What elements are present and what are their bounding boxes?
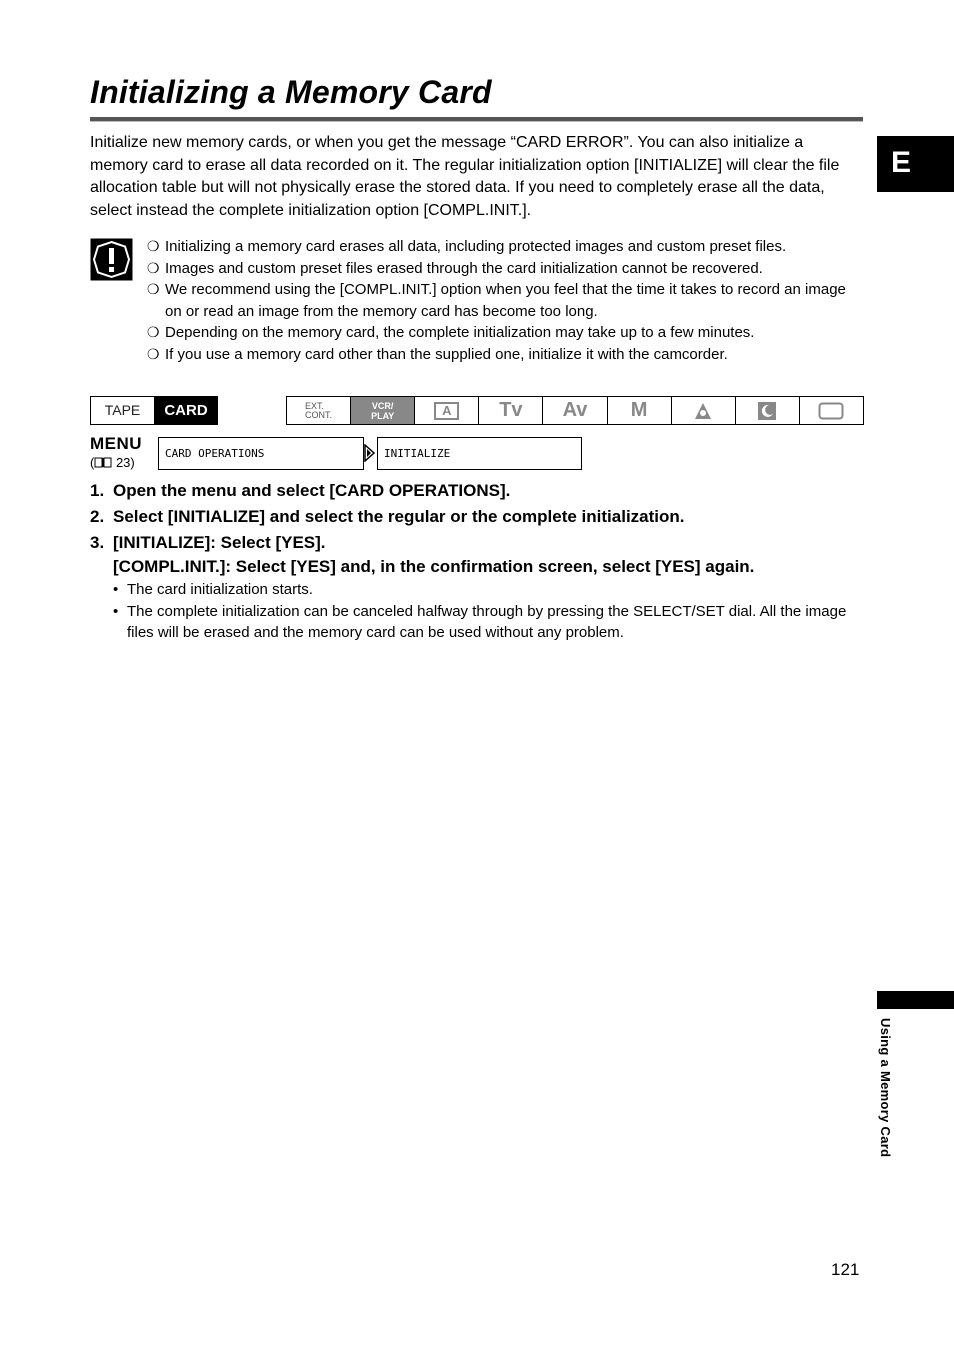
title-rule <box>90 117 863 122</box>
bullet-item: • The card initialization starts. <box>113 579 858 601</box>
mode-indicator-bar <box>90 396 864 425</box>
note-bullet: ❍ <box>147 324 160 340</box>
mode-night-icon <box>736 397 800 424</box>
menu-arrow-icon <box>364 444 375 462</box>
mode-spotlight-icon <box>672 397 736 424</box>
mode-vcr-play: VCR/ PLAY <box>351 397 415 424</box>
mode-tape: TAPE <box>90 396 155 425</box>
step-item: 3. [INITIALIZE]: Select [YES]. [COMPL.INIT.]: Select [YES] and, in the confirmation screen, select [YES] again. <box>90 531 860 579</box>
note-bullet: ❍ <box>147 345 160 362</box>
step-number: 2. <box>90 507 105 526</box>
note-item: ❍ Images and custom preset files erased through the card initialization cannot be recovered. <box>147 258 863 280</box>
mode-tv: Tv <box>479 397 543 424</box>
mode-auto: A <box>415 397 479 424</box>
note-item: ❍ We recommend using the [COMPL.INIT.] option when you feel that the time it takes to record an image on or read an image from the memory card has become too long. <box>147 281 846 320</box>
step-result-bullets <box>113 579 858 644</box>
note-bullet: ❍ <box>147 238 160 254</box>
mode-ext-cont: EXT. CONT. <box>287 397 351 424</box>
book-icon <box>94 457 112 468</box>
mode-manual: M <box>608 397 672 424</box>
note-bullet: ❍ <box>147 281 160 297</box>
step-number: 1. <box>90 481 105 500</box>
caution-notes <box>147 236 863 365</box>
page-number: 121 <box>831 1260 860 1279</box>
section-side-label: Using a Memory Card <box>878 1018 893 1158</box>
intro-paragraph: Initialize new memory cards, or when you get the message “CARD ERROR”. You can also initialize a memory card to erase all data recorded on it. The regular initialization option [INITIALIZE] will clear the file allocation table but will not physically erase the stored data. If you need to completely erase all the data, select instead the complete initialization option [COMPL.INIT.]. <box>90 134 840 219</box>
page-title: Initializing a Memory Card <box>90 74 492 110</box>
note-item: ❍ If you use a memory card other than the supplied one, initialize it with the camcorder. <box>147 344 863 366</box>
mode-blank-frame-icon <box>800 397 863 424</box>
menu-box-card-operations: CARD OPERATIONS <box>158 437 364 470</box>
step-item: 1. Open the menu and select [CARD OPERATIONS]. <box>90 479 860 503</box>
section-side-bar <box>877 991 954 1009</box>
mode-card-active: CARD <box>154 396 218 425</box>
note-bullet: ❍ <box>147 259 160 276</box>
note-item: ❍ Initializing a memory card erases all data, including protected images and custom preset files. <box>147 236 863 258</box>
caution-icon <box>90 238 133 281</box>
step-subline: [COMPL.INIT.]: Select [YES] and, in the confirmation screen, select [YES] again. <box>113 557 755 576</box>
procedure-steps <box>90 479 860 581</box>
step-item: 2. Select [INITIALIZE] and select the regular or the complete initialization. <box>90 505 860 529</box>
menu-box-initialize: INITIALIZE <box>377 437 582 470</box>
menu-page-reference: ( 23) <box>90 455 135 470</box>
mode-av: Av <box>543 397 607 424</box>
note-item: ❍ Depending on the memory card, the complete initialization may take up to a few minutes. <box>147 322 863 344</box>
language-tab: E <box>877 136 954 192</box>
bullet-item: • The complete initialization can be canceled halfway through by pressing the SELECT/SET dial. All the image files will be erased and the memory card can be used without any problem. <box>113 601 858 644</box>
mode-dial-grid <box>286 396 864 425</box>
step-number: 3. <box>90 533 105 552</box>
menu-label: MENU <box>90 434 143 453</box>
